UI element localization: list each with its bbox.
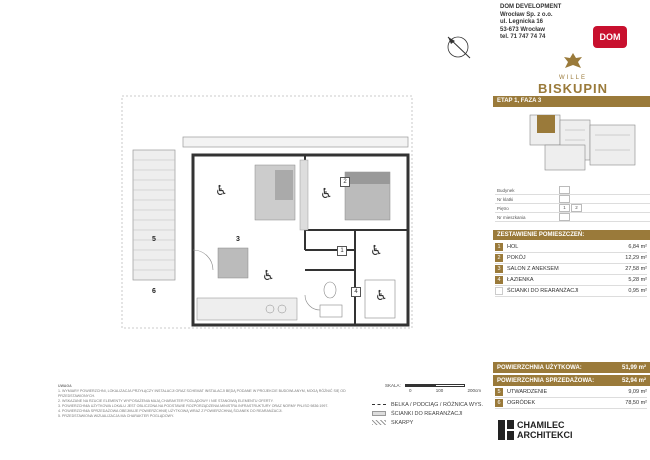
project-prefix: WILLE	[558, 75, 587, 81]
svg-text:♿: ♿	[370, 243, 383, 259]
svg-text:♿: ♿	[215, 183, 228, 199]
svg-text:♿: ♿	[320, 186, 333, 202]
notes	[18, 384, 358, 419]
extra-num: 6	[495, 399, 503, 407]
legend-item	[372, 409, 483, 418]
usable-area-value: 51,99 m²	[621, 364, 646, 371]
room-num: 2	[495, 254, 503, 262]
developer-info	[500, 4, 561, 42]
stage-bar: ETAP 1, FAZA 3	[493, 96, 650, 107]
developer-street: ul. Legnicka 16	[500, 19, 544, 25]
room-area: 27,58 m²	[625, 266, 647, 272]
room-num: 4	[495, 276, 503, 284]
room-name: SALON Z ANEKSEM	[507, 266, 559, 272]
extra-row	[495, 398, 647, 409]
room-row	[495, 242, 647, 253]
building-info-table	[495, 186, 650, 222]
note-line: 4. POWIERZCHNIA SPRZEDAŻOWA OBEJMUJE POWIERZCHNIĘ UŻYTKOWĄ WRAZ Z POWIERZCHNIĄ ŚCIANEK DO REARANŻACJI.	[58, 409, 283, 413]
architect-line2: ARCHITEKCI	[517, 430, 573, 440]
scale-bar	[385, 383, 481, 393]
room-name: ŁAZIENKA	[507, 277, 534, 283]
room-row	[495, 264, 647, 275]
note-line: 2. WSKAZANE NA RZUCIE ELEMENTY WYPOSAŻENIA MAJĄ CHARAKTER POGLĄDOWY I NIE STANOWIĄ ELEMENTU OFERTY.	[58, 399, 274, 403]
legend-text: ŚCIANKI DO REARANŻACJI	[391, 410, 463, 417]
note-line: 1. WYMIARY POWIERZCHNI, LOKALIZACJA PRZYŁĄCZY INSTALACJI ORAZ SCHEMAT INSTALACJI BĘDĄ PODANE W PROJEKCIE BUDOWLANYM, MOGĄ RÓŻNIĆ SIĘ OD PRZEDSTAWIONYCH.	[58, 389, 346, 398]
scale-tick: 200cm	[467, 388, 481, 393]
room-num	[495, 287, 503, 295]
legend	[372, 400, 483, 427]
usable-area-bar	[493, 362, 650, 373]
plan-label-6: 6	[152, 288, 156, 295]
room-name: POKÓJ	[507, 255, 526, 261]
developer-city: 53-673 Wrocław	[500, 26, 545, 33]
legend-item	[372, 418, 483, 427]
room-area: 5,28 m²	[628, 277, 647, 283]
svg-text:♿: ♿	[375, 288, 388, 304]
architect-line1: CHAMILEC	[517, 420, 565, 430]
sale-area-label: POWIERZCHNIA SPRZEDAŻOWA:	[497, 377, 595, 384]
room-row	[495, 275, 647, 286]
rooms-title: ZESTAWIENIE POMIESZCZEŃ:	[493, 230, 650, 240]
info-label: Nr klatki	[497, 196, 514, 202]
info-cell: 2	[571, 204, 582, 212]
room-row	[495, 286, 647, 297]
architect-name	[517, 420, 573, 440]
info-cell: 1	[559, 204, 570, 212]
project-name: BISKUPIN	[537, 81, 609, 96]
note-line: 3. POWIERZCHNIA UŻYTKOWA LOKALU JEST OBLICZONA NA PODSTAWIE ROZPORZĄDZENIA MINISTRA INFRASTRUKTURY ORAZ NORMY PN-ISO 9836:1997.	[58, 404, 329, 408]
room-num: 1	[495, 243, 503, 251]
scale-tick: 100	[435, 388, 444, 393]
developer-name: DOM DEVELOPMENT	[500, 4, 562, 10]
sale-area-bar	[493, 375, 650, 386]
room-name: ŚCIANKI DO REARANŻACJI	[507, 288, 579, 294]
room-row	[495, 253, 647, 264]
legend-item	[372, 400, 483, 409]
plan-label-1: 1	[337, 246, 347, 256]
legend-text: SKARPY	[391, 419, 414, 426]
notes-title: UWAGA	[58, 384, 72, 388]
extra-area: 78,50 m²	[625, 400, 647, 406]
extra-row	[495, 387, 647, 398]
dom-logo: DOM	[593, 26, 627, 48]
room-area: 6,84 m²	[628, 244, 647, 250]
leaf-icon	[562, 52, 584, 70]
info-label: Nr mieszkania	[497, 214, 526, 220]
developer-phone: tel. 71 747 74 74	[500, 34, 546, 40]
extra-area: 9,09 m²	[628, 389, 647, 395]
sale-area-value: 52,94 m²	[621, 377, 646, 384]
info-label: Budynek	[497, 187, 515, 193]
room-num: 3	[495, 265, 503, 273]
room-name: HOL	[507, 244, 519, 250]
room-area: 0,95 m²	[628, 288, 647, 294]
plan-label-2: 2	[340, 177, 350, 187]
extra-num: 5	[495, 388, 503, 396]
extras-list	[495, 387, 647, 409]
plan-label-3: 3	[236, 236, 240, 243]
compass-icon	[448, 37, 470, 58]
architect-logo-icon	[498, 420, 514, 440]
extra-name: OGRÓDEK	[507, 400, 536, 406]
plan-label-5: 5	[152, 236, 156, 243]
info-cell	[559, 213, 570, 221]
scale-tick: 0	[409, 388, 412, 393]
project-logo	[508, 52, 638, 96]
rooms-list	[495, 242, 647, 297]
developer-company: Wrocław Sp. z o.o.	[500, 11, 553, 18]
note-line: 5. PRZEDSTAWIONA WIZUALIZACJA MA CHARAKTER POGLĄDOWY.	[58, 414, 174, 418]
plan-label-4: 4	[351, 287, 361, 297]
info-cell	[559, 186, 570, 194]
usable-area-label: POWIERZCHNIA UŻYTKOWA:	[497, 364, 582, 371]
scale-label: SKALA:	[385, 383, 401, 388]
info-label: Piętro	[497, 205, 509, 211]
room-area: 12,29 m²	[625, 255, 647, 261]
extra-name: UTWARDZENIE	[507, 389, 548, 395]
svg-text:♿: ♿	[262, 268, 275, 284]
info-cell	[559, 195, 570, 203]
legend-text: BELKA / PODCIĄG / RÓŻNICA WYS.	[391, 401, 483, 408]
key-plan	[525, 110, 643, 180]
